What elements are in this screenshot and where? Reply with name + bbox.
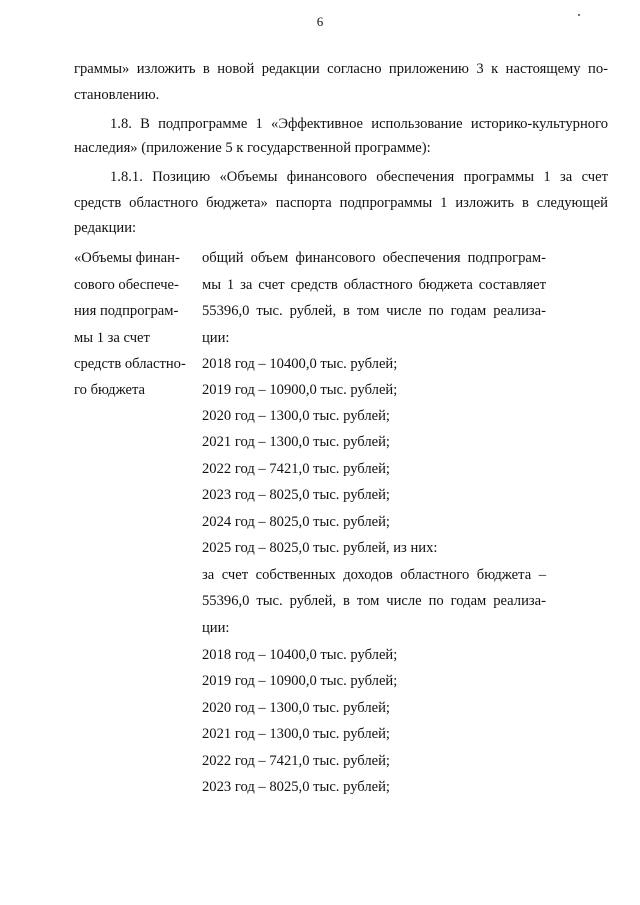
value-line: мы 1 за счет средств областного бюджета составляет <box>202 277 546 293</box>
item-1-8-line-2: наследия» (приложение 5 к государственной программе): <box>74 140 431 156</box>
value-line: 2019 год – 10900,0 тыс. рублей; <box>202 382 398 398</box>
value-line: 2023 год – 8025,0 тыс. рублей; <box>202 487 390 503</box>
item-1-8-line-1: 1.8. В подпрограмме 1 «Эффективное использование историко-культурного <box>110 116 608 132</box>
item-1-8-1-line-1: 1.8.1. Позицию «Объемы финансового обеспечения программы 1 за счет <box>110 169 608 185</box>
label-line: ния подпрограм- <box>74 303 179 319</box>
value-line: 55396,0 тыс. рублей, в том числе по годам реализа- <box>202 593 546 609</box>
item-1-8-1-line-3: редакции: <box>74 220 137 236</box>
value-line: 2018 год – 10400,0 тыс. рублей; <box>202 647 398 663</box>
value-line: 2020 год – 1300,0 тыс. рублей; <box>202 408 390 424</box>
value-line: 2018 год – 10400,0 тыс. рублей; <box>202 356 398 372</box>
value-line: ции: <box>202 620 230 636</box>
value-line: 2022 год – 7421,0 тыс. рублей; <box>202 461 390 477</box>
label-line: сового обеспече- <box>74 277 179 293</box>
value-line: за счет собственных доходов областного бюджета – <box>202 567 546 583</box>
intro-line-2: становлению. <box>74 87 160 103</box>
value-line: 2021 год – 1300,0 тыс. рублей; <box>202 434 390 450</box>
page-number: 6 <box>316 14 324 29</box>
value-line: 2023 год – 8025,0 тыс. рублей; <box>202 779 390 795</box>
item-1-8-1-line-2: средств областного бюджета» паспорта подпрограммы 1 изложить в следующей <box>74 195 608 211</box>
intro-line-1: граммы» изложить в новой редакции согласно приложению 3 к настоящему по- <box>74 61 608 77</box>
value-line: ции: <box>202 330 230 346</box>
value-line: 55396,0 тыс. рублей, в том числе по годам реализа- <box>202 303 546 319</box>
label-line: средств областно- <box>74 356 186 372</box>
label-line: го бюджета <box>74 382 145 398</box>
value-line: 2025 год – 8025,0 тыс. рублей, из них: <box>202 540 438 556</box>
value-line: 2021 год – 1300,0 тыс. рублей; <box>202 726 390 742</box>
scan-speck <box>578 14 580 16</box>
label-line: мы 1 за счет <box>74 330 150 346</box>
label-line: «Объемы финан- <box>74 250 180 266</box>
value-line: общий объем финансового обеспечения подпрограм- <box>202 250 546 266</box>
value-line: 2022 год – 7421,0 тыс. рублей; <box>202 753 390 769</box>
value-line: 2019 год – 10900,0 тыс. рублей; <box>202 673 398 689</box>
value-line: 2020 год – 1300,0 тыс. рублей; <box>202 700 390 716</box>
value-line: 2024 год – 8025,0 тыс. рублей; <box>202 514 390 530</box>
